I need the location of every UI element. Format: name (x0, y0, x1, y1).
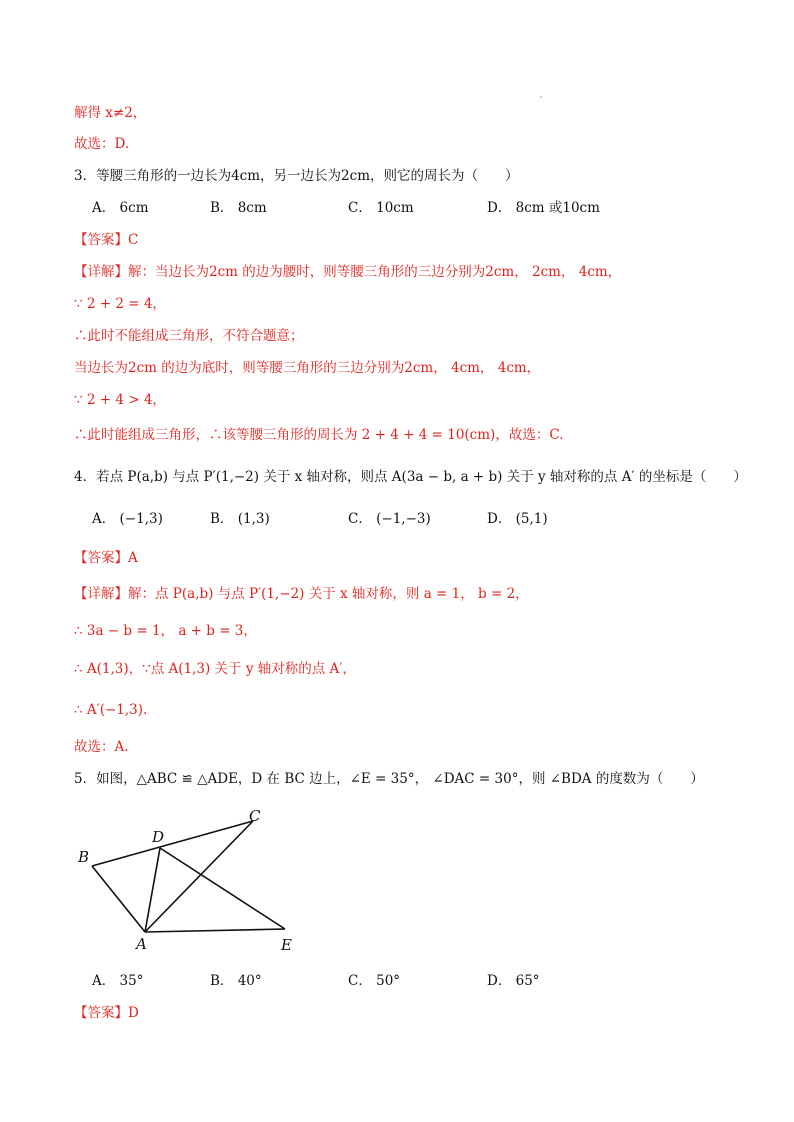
q4-answer: 【答案】A (74, 550, 138, 566)
label-b: B (78, 848, 90, 866)
question-4: 4．若点 P(a,b) 与点 P′(1,−2) 关于 x 轴对称，则点 A(3a − b, a + b) 关于 y 轴对称的点 A′ 的坐标是（ ） (74, 469, 747, 485)
question-3: 3．等腰三角形的一边长为4cm，另一边长为2cm，则它的周长为（ ） (74, 168, 519, 184)
segment-bc (92, 821, 253, 866)
question-5: 5．如图，△ABC ≌ △ADE，D 在 BC 边上，∠E = 35°， ∠DAC = 30°，则 ∠BDA 的度数为（ ） (74, 771, 704, 787)
q4-option-a: A． (−1,3) (92, 511, 163, 527)
q4-detail-3: ∴ A(1,3)，∵点 A(1,3) 关于 y 轴对称的点 A′， (74, 661, 356, 677)
q3-detail-2: ∵ 2 + 2 = 4， (74, 296, 166, 312)
q3-detail-6: ∴此时能组成三角形，∴该等腰三角形的周长为 2 + 4 + 4 = 10(cm)，故选：C. (74, 427, 564, 443)
label-c: C (249, 807, 261, 825)
segment-ab (92, 866, 145, 932)
q4-option-b: B． (1,3) (210, 511, 270, 527)
q4-option-d: D． (5,1) (487, 511, 548, 527)
answer-choice-line: 故选：D. (74, 136, 130, 152)
segment-ae (145, 929, 285, 932)
q5-option-d: D． 65° (487, 973, 540, 989)
label-d: D (152, 828, 165, 846)
q5-answer: 【答案】D (74, 1005, 139, 1021)
label-a: A (136, 935, 147, 953)
q3-option-b: B． 8cm (210, 200, 267, 216)
label-e: E (281, 936, 292, 954)
q3-option-a: A． 6cm (92, 200, 149, 216)
triangle-figure (70, 804, 310, 958)
q5-option-b: B． 40° (210, 973, 262, 989)
q3-detail-5: ∵ 2 + 4 > 4， (74, 392, 166, 408)
q4-detail-1: 【详解】解：点 P(a,b) 与点 P′(1,−2) 关于 x 轴对称，则 a = 1， b = 2， (74, 586, 529, 602)
solution-line: 解得 x≠2， (74, 105, 147, 121)
q5-option-a: A． 35° (92, 973, 144, 989)
q3-detail-3: ∴此时不能组成三角形，不符合题意； (74, 328, 304, 344)
q5-option-c: C． 50° (348, 973, 401, 989)
q3-option-d: D． 8cm 或10cm (487, 200, 600, 216)
q3-detail-4: 当边长为2cm 的边为底时，则等腰三角形的三边分别为2cm， 4cm， 4cm， (74, 360, 541, 376)
segment-de (160, 848, 285, 929)
q4-option-c: C． (−1,−3) (348, 511, 431, 527)
q4-detail-4: ∴ A′(−1,3). (74, 702, 148, 718)
q4-detail-2: ∴ 3a − b = 1， a + b = 3， (74, 623, 257, 639)
scan-speck (540, 96, 542, 98)
q3-detail-1: 【详解】解：当边长为2cm 的边为腰时，则等腰三角形的三边分别为2cm， 2cm， 4cm， (74, 264, 622, 280)
q3-answer: 【答案】C (74, 232, 139, 248)
q3-option-c: C． 10cm (348, 200, 414, 216)
q4-detail-5: 故选：A. (74, 739, 129, 755)
